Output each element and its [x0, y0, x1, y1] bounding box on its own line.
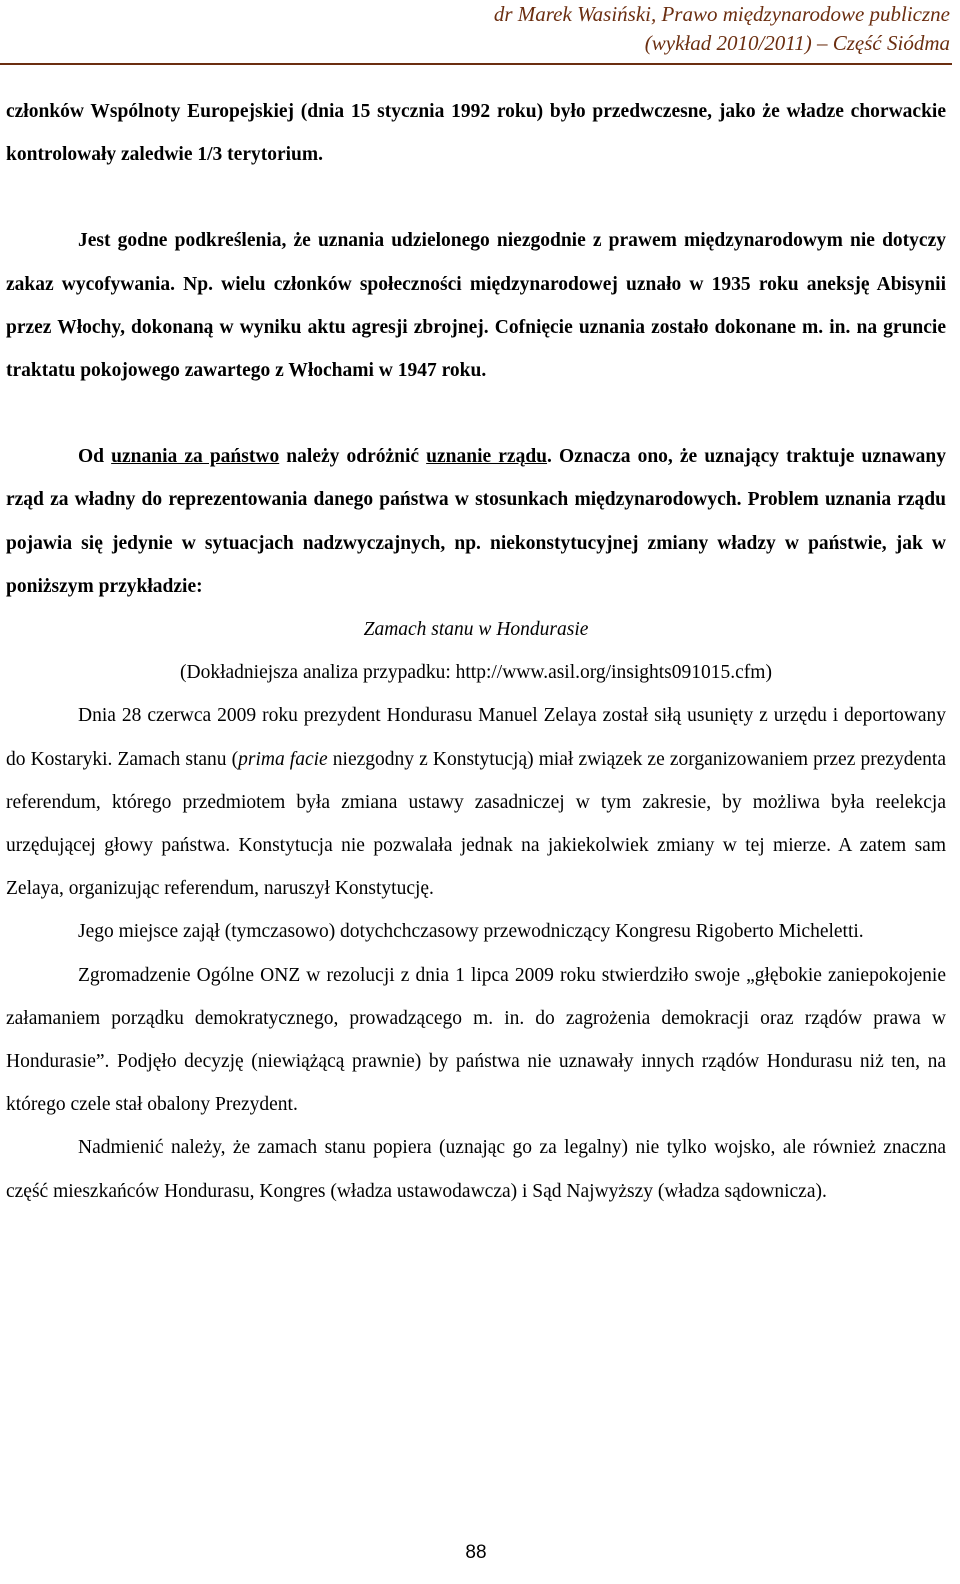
- paragraph-un-resolution: Zgromadzenie Ogólne ONZ w rezolucji z dnia 1 lipca 2009 roku stwierdziło swoje „głębokie zaniepokojenie załamaniem porządku demokratycznego, prowadzącego m. in. do zagrożenia demokracji oraz rządów prawa w Hondurasie”. Podjęło decyzję (niewiążącą prawnie) by państwa nie uznawały innych rządów Hondurasu niż ten, na którego czele stał obalony Prezydent.: [6, 964, 946, 1116]
- paragraph-gap: [6, 176, 946, 219]
- text-run: niezgodny z Konstytucją) miał związek ze zorganizowaniem przez prezydenta referendum, którego przedmiotem była zmiana ustawy zasadniczej w tym zakresie, by możliwa była reelekcja urzędującej głowy państwa. Konstytucja nie pozwalała jednak na jakiekolwiek zmiany w tej mierze. A zatem sam Zelaya, organizując referendum, naruszył Konstytucję.: [6, 748, 946, 900]
- underlined-term-government-recognition: uznanie rządu: [426, 446, 548, 468]
- case-title: Zamach stanu w Hondurasie: [363, 619, 589, 641]
- page-number: 88: [465, 1542, 487, 1563]
- text-run: Dnia 28 czerwca 2009 roku prezydent Hondurasu Manuel Zelaya został siłą usunięty z urzędu i deportowany do Kostaryki. Zamach stanu (: [6, 705, 946, 770]
- underlined-term-state-recognition: uznania za państwo: [111, 446, 280, 468]
- paragraph-government-recognition: [6, 435, 946, 608]
- italic-term: prima facie: [238, 748, 328, 770]
- header-divider: [0, 63, 952, 65]
- text-run: . Oznacza ono, że uznający traktuje uznawany rząd za władny do reprezentowania danego państwa w stosunkach międzynarodowych. Problem uznania rządu pojawia się jedynie w sytuacjach nadzwyczajnych, np. niekonstytucyjnej zmiany władzy w państwie, jak w poniższym przykładzie:: [6, 446, 947, 597]
- text-run: należy odróżnić: [279, 446, 427, 468]
- paragraph-croatia: członków Wspólnoty Europejskiej (dnia 15 stycznia 1992 roku) było przedwczesne, jako że władze chorwackie kontrolowały zaledwie 1/3 terytorium.: [6, 101, 946, 166]
- page-header: [0, 0, 950, 58]
- paragraph-gap: [6, 392, 946, 435]
- paragraph-withdrawal: Jest godne podkreślenia, że uznania udzielonego niezgodnie z prawem międzynarodowym nie dotyczy zakaz wycofywania. Np. wielu członków społeczności międzynarodowej uznało w 1935 roku aneksję Abisynii przez Włochy, dokonaną w wyniku aktu agresji zbrojnej. Cofnięcie uznania zostało dokonane m. in. na gruncie traktatu pokojowego zawartego z Włochami w 1947 roku.: [6, 230, 946, 382]
- text-run: Od: [78, 446, 112, 468]
- paragraph-support: Nadmienić należy, że zamach stanu popiera (uznając go za legalny) nie tylko wojsko, ale również znaczna część mieszkańców Hondurasu, Kongres (władza ustawodawcza) i Sąd Najwyższy (władza sądownicza).: [6, 1137, 946, 1202]
- document-body: [6, 90, 946, 1213]
- paragraph-micheletti: Jego miejsce zajął (tymczasowo) dotychchczasowy przewodniczący Kongresu Rigoberto Micheletti.: [78, 921, 864, 943]
- paragraph-coup: [6, 694, 946, 910]
- case-reference: (Dokładniejsza analiza przypadku: http://www.asil.org/insights091015.cfm): [180, 662, 772, 684]
- header-title: dr Marek Wasiński, Prawo międzynarodowe publiczne: [493, 2, 950, 26]
- header-subtitle: (wykład 2010/2011) – Część Siódma: [644, 31, 950, 55]
